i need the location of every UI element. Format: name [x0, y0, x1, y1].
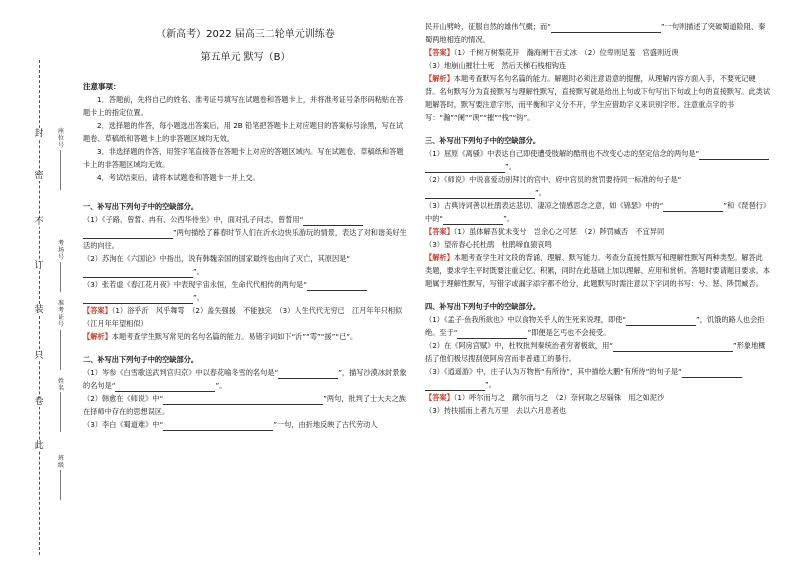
name-field-label: 姓名	[57, 378, 64, 392]
binding-char: 不	[34, 217, 44, 227]
answer-blank[interactable]	[613, 342, 673, 352]
answer-blank[interactable]	[663, 202, 723, 212]
question: （1）《子路、曾皙、冉有、公西华侍坐》中，面对孔子问志，曾皙用“”两句描绘了暮春时节人们在沂水边快乐游玩的情景，表达了对和谐美好生活的向往。	[83, 215, 407, 250]
seat-number-line	[60, 150, 61, 190]
notice-item: 2．选择题的作答，每小题选出答案后，用 2B 铅笔把答题卡上对应题目的答案标号涂黑，写在试题卷、草稿纸和答题卡上的非答题区域均无效。	[83, 121, 404, 143]
answer-blank[interactable]	[83, 294, 193, 304]
answer-blank[interactable]	[115, 382, 215, 392]
question: （1）屈原《离骚》中表达自己即使遭受肢解的酷刑也不改变心志的坚定信念的两句是“”。	[425, 147, 770, 173]
answer-blank[interactable]	[551, 23, 661, 33]
answer-blank[interactable]	[163, 421, 273, 431]
binding-char: 装	[34, 305, 44, 315]
answer: （3）地崩山摧壮士死 然后天梯石栈相钩连	[425, 61, 567, 70]
answer-blank[interactable]	[278, 369, 338, 379]
answer-blank[interactable]	[243, 395, 323, 405]
binding-char: 订	[34, 261, 44, 271]
question: （2）苏洵在《六国论》中指出，说有韩魏亲国的国家最终也由向了灭亡，其原因是“”。	[83, 254, 351, 276]
answer-blank[interactable]	[83, 268, 193, 278]
answer-blank[interactable]	[425, 381, 485, 391]
question: （1）《孟子·鱼我所欲也》中以食物关乎人的生死来说理，即使“ ”，饥饿的路人也会拒绝。至于“ ”即便是乞丐也不会接受。	[425, 315, 765, 337]
answer-blank[interactable]	[425, 189, 535, 199]
ticket-number-field-label: 准考证号	[57, 300, 64, 328]
notice-item: 3．非选择题的作答，用签字笔直接答在答题卡上对应的答题区域内。写在试题卷、草稿纸和答题卡上的非答题区域均无效。	[83, 147, 404, 169]
explanation: 【解析】本题考查学生对文段的背诵、理解、默写能力。考查分直接性默写和理解性默写两种类型。解答此类题，要求学生平时既要注重记忆、积累，同时在此基础上加以理解、应用和赏析。答题时要请题目要求。本题属于理解性默写，写错字或漏字添字都不给分，此题默写时需注意以下字词的书写：兮、惩、陟罚臧否。	[425, 253, 771, 288]
right-column	[425, 0, 770, 417]
left-column	[83, 0, 408, 431]
binding-char: 只	[34, 351, 44, 361]
answer-blank[interactable]	[307, 281, 367, 291]
explanation: 【解析】本题考查学生默写常见的名句名篇的能力。易错字词如下“沂”“雩”“援”“已”。	[83, 332, 358, 341]
answer-blank[interactable]	[163, 395, 243, 405]
binding-char: 密	[34, 171, 44, 181]
binding-char: 封	[34, 129, 44, 139]
class-field-label: 班级	[57, 455, 64, 469]
question: （2）在《阿房宫赋》中，杜牧批判秦统治者穷奢极欲，用“ ”形象地概括了他们极尽搜刮使阿房宫而非普通工的暴行。	[425, 341, 766, 363]
question: （3）张若虚《春江花月夜》中表现宇宙永恒，生命代代相传的两句是“”。	[83, 278, 408, 304]
question: （2）韩愈在《师说》中“ ”两句，批判了士大夫之族在择师中存在的思想误区。	[83, 394, 406, 416]
answer: 【答案】（1）虽体解吾犹未变兮 岂余心之可惩 （2）陟罚臧否 不宜异同	[425, 227, 665, 236]
explanation: 【解析】本题考查默写名句名篇的能力。解题时必须注意语意的提醒，从理解内容方面入手，不要死记硬背。名句默写分为直接默写与理解性默写，直接默写就是给出上句或下句写出下句或上句的直接默写。此类试题解答时，默写要注意字形，而平衡和字义分不开，学生应借助字义来识别字形。注意重点字的书写：“瀚”“阑”“谀”“摧”“栈”“钩”。	[425, 74, 771, 122]
answer: 【答案】（1）呼尔而与之 蹴尔而与之 （2）奈何取之尽锱铢 用之如泥沙	[425, 393, 665, 402]
notice-item: 1．答题前，先将自己的姓名、准考证号填写在试题卷和答题卡上，并将准考证号条形码粘贴在答题卡上的指定位置。	[83, 95, 404, 117]
class-line	[60, 470, 61, 500]
question: （3）《逍遥游》中，庄子认为万物皆“有所待”，其中描绘大鹏“有所待”的句子是“”。	[425, 365, 770, 391]
answer-blank[interactable]	[673, 342, 733, 352]
answer-blank[interactable]	[83, 229, 173, 239]
notice-heading: 注意事项：	[83, 82, 121, 91]
section-heading: 一、补写出下列句子中的空缺部分。	[83, 202, 199, 211]
notice-item: 4．考试结束后，请将本试题卷和答题卡一并上交。	[97, 173, 260, 182]
question: （1）岑参《白雪歌送武判官归京》中以春花喻冬雪的名句是“ ”，描写沙漠冰封景象的名句是“ ”。	[83, 368, 407, 390]
exam-title: （新高考）2022 届高三二轮单元训练卷	[156, 29, 335, 40]
answer-blank[interactable]	[443, 215, 503, 225]
section-heading: 二、补写出下列句子中的空缺部分。	[83, 355, 199, 364]
answer: （3）望帝春心托杜鹃 杜鹃啼血猿哀鸣	[425, 240, 552, 249]
binding-char: 此	[34, 441, 44, 451]
exam-room-field-label: 考场号	[57, 240, 64, 261]
answer-blank[interactable]	[425, 163, 505, 173]
answer-blank[interactable]	[626, 316, 696, 326]
binding-char: 卷	[34, 397, 44, 407]
answer-blank[interactable]	[303, 216, 363, 226]
ticket-number-line	[60, 330, 61, 370]
answer-blank[interactable]	[457, 329, 527, 339]
section-heading: 三、补写出下列句子中的空缺部分。	[425, 136, 541, 145]
name-line	[60, 392, 61, 432]
answer: 【答案】（1）浴乎沂 风乎舞雩 （2）盖失强援 不能独完 （3）人生代代无穷已 江月年年只相似（江月年年望相似）	[83, 306, 403, 328]
answer: 【答案】（1）千树万树梨花开 瀚海阑干百丈冰 （2）位卑则足羞 官盛则近谀	[425, 48, 679, 57]
binding-margin	[0, 0, 82, 562]
exam-room-line	[60, 262, 61, 292]
question-continued: 民开山劈岭、征服自然的雄伟气概；而“ ”一句则描述了突破蜀道险阻、秦蜀两地相连的情况。	[425, 22, 766, 44]
answer-blank[interactable]	[699, 150, 769, 160]
question: （3）古典诗词善以杜鹃表达悲切、凄凉之情感思念之意，如《锦瑟》中的“ ”和《琵琶行》中的“ ”。	[425, 201, 767, 223]
answer: （3）抟扶摇而上者九万里 去以六月息者也	[425, 406, 567, 415]
question: （3）李白《蜀道难》中“ ”一句，由折地反映了古代劳动人	[83, 420, 378, 429]
exam-subtitle: 第五单元 默写（B）	[200, 52, 291, 63]
seat-number-field-label: 座位号	[57, 128, 64, 149]
answer-blank[interactable]	[682, 368, 742, 378]
section-heading: 四、补写出下列句子中的空缺部分。	[425, 302, 541, 311]
question: （2）《师说》中说喜爱动别拜讨的官中、府中官员的赏罚要持同一标准的句子是“”。	[425, 175, 682, 197]
